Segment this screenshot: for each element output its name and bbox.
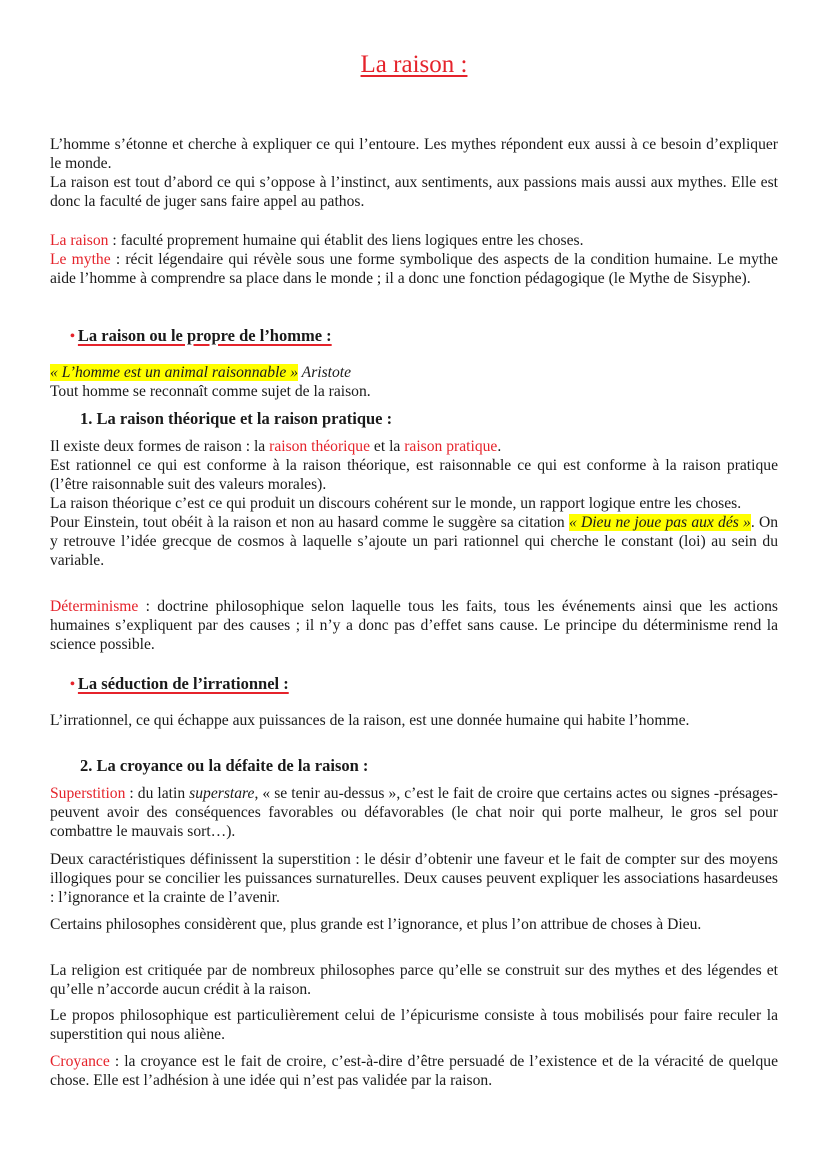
text: . bbox=[497, 438, 502, 455]
term-croyance: Croyance bbox=[50, 1053, 110, 1070]
paragraph-caracteristiques: Deux caractéristiques définissent la superstition : le désir d’obtenir une faveur et le fait de compter sur des moyens illogiques pour se concilier les puissances surnaturelles. Deux causes peuvent expliquer les associations hasardeuses : l’ignorance et la crainte de l’avenir. bbox=[50, 851, 778, 906]
intro-paragraph-1: L’homme s’étonne et cherche à expliquer ce qui l’entoure. Les mythes répondent eux aussi à ce besoin d’expliquer le monde. bbox=[50, 136, 778, 172]
definition-croyance bbox=[50, 1052, 778, 1090]
term-raison-pratique: raison pratique bbox=[404, 438, 498, 455]
definition-text: : faculté proprement humaine qui établit des liens logiques entre les choses. bbox=[108, 232, 584, 249]
page-title: La raison : bbox=[360, 51, 468, 78]
definition-paragraph bbox=[50, 784, 778, 841]
term-raison-theorique: raison théorique bbox=[269, 438, 371, 455]
definition-paragraph bbox=[50, 597, 778, 654]
intro-block bbox=[50, 135, 778, 211]
definition-superstition bbox=[50, 784, 778, 841]
quote-block bbox=[50, 363, 778, 401]
paragraph-religion: La religion est critiquée par de nombreux philosophes parce qu’elle se construit sur des mythes et des légendes et qu’elle n’accorde aucun crédit à la raison. bbox=[50, 962, 778, 998]
section-heading-text: La raison ou le propre de l’homme : bbox=[77, 326, 332, 345]
section-heading-text: La séduction de l’irrationnel : bbox=[77, 674, 289, 693]
bullet-icon: • bbox=[70, 677, 75, 692]
bullet-icon: • bbox=[70, 329, 75, 344]
definition-determinisme bbox=[50, 597, 778, 654]
paragraph-raison-theorique: La raison théorique c’est ce qui produit un discours cohérent sur le monde, un rapport logique entre les choses. bbox=[50, 495, 742, 512]
text: et la bbox=[370, 438, 405, 455]
definition-text: : doctrine philosophique selon laquelle tous les faits, tous les événements ainsi que les actions humaines s’expliquent par des causes ; il n’y a donc pas d’effet sans cause. Le principe du déterminisme rend la science possible. bbox=[50, 598, 778, 653]
intro-paragraph-2: La raison est tout d’abord ce qui s’oppose à l’instinct, aux sentiments, aux passions mais aussi aux mythes. Elle est donc la faculté de juger sans faire appel au pathos. bbox=[50, 174, 778, 210]
definition-mythe bbox=[50, 250, 778, 288]
definitions-block bbox=[50, 231, 778, 288]
definition-raison bbox=[50, 231, 778, 250]
definition-text: : récit légendaire qui révèle sous une forme symbolique des aspects de la condition humaine. Le mythe aide l’homme à comprendre sa place dans le monde ; il a donc une fonction pédagogique (le Mythe de Sisyphe). bbox=[50, 251, 778, 287]
section-heading-2 bbox=[70, 674, 289, 695]
subheading-2: 2. La croyance ou la défaite de la raison : bbox=[80, 756, 369, 775]
paragraph-two-forms bbox=[50, 437, 778, 456]
quote-comment: Tout homme se reconnaît comme sujet de la raison. bbox=[50, 383, 371, 400]
highlighted-einstein-quote: « Dieu ne joue pas aux dés » bbox=[568, 514, 751, 531]
definition-paragraph bbox=[50, 1052, 778, 1090]
paragraph-epicurisme: Le propos philosophique est particulièrement celui de l’épicurisme consiste à tous mobilisés pour faire reculer la superstition qui nous aliène. bbox=[50, 1007, 778, 1043]
term-raison: La raison bbox=[50, 232, 109, 249]
latin-word: superstare bbox=[189, 785, 255, 802]
text: . On y retrouve l’idée grecque de cosmos à laquelle s’ajoute un pari rationnel qui cherche le constant (loi) au sein du variable. bbox=[50, 514, 779, 569]
text: Il existe deux formes de raison : la bbox=[50, 438, 270, 455]
section-heading-1 bbox=[70, 326, 332, 347]
section-1-body bbox=[50, 437, 778, 570]
paragraph-einstein bbox=[50, 513, 778, 570]
quote-author: Aristote bbox=[298, 364, 352, 381]
term-mythe: Le mythe bbox=[50, 251, 111, 268]
text: Pour Einstein, tout obéit à la raison et non au hasard comme le suggère sa citation bbox=[50, 514, 569, 531]
paragraph-rationnel: Est rationnel ce qui est conforme à la raison théorique, est raisonnable ce qui est conforme à la raison pratique (l’être raisonnable suit des valeurs morales). bbox=[50, 457, 778, 493]
text: : du latin bbox=[125, 785, 190, 802]
highlighted-quote: « L’homme est un animal raisonnable » bbox=[50, 364, 299, 381]
text: , « se tenir au-dessus », c’est le fait de croire que certains actes ou signes -présages- peuvent avoir des conséquences favorables ou défavorables (le chat noir qui porte malheur, le gros sel pour combattre le mauvais sort…). bbox=[50, 785, 778, 840]
paragraph-philosophes: Certains philosophes considèrent que, plus grande est l’ignorance, et plus l’on attribue de choses à Dieu. bbox=[50, 916, 702, 933]
term-superstition: Superstition bbox=[50, 785, 126, 802]
term-determinisme: Déterminisme bbox=[50, 598, 139, 615]
aristote-quote-line bbox=[50, 363, 778, 382]
irrationnel-paragraph: L’irrationnel, ce qui échappe aux puissances de la raison, est une donnée humaine qui habite l’homme. bbox=[50, 712, 690, 729]
definition-text: : la croyance est le fait de croire, c’est-à-dire d’être persuadé de l’existence et de la véracité de quelque chose. Elle est l’adhésion à une idée qui n’est pas validée par la raison. bbox=[50, 1053, 778, 1089]
subheading-1: 1. La raison théorique et la raison pratique : bbox=[80, 409, 393, 428]
